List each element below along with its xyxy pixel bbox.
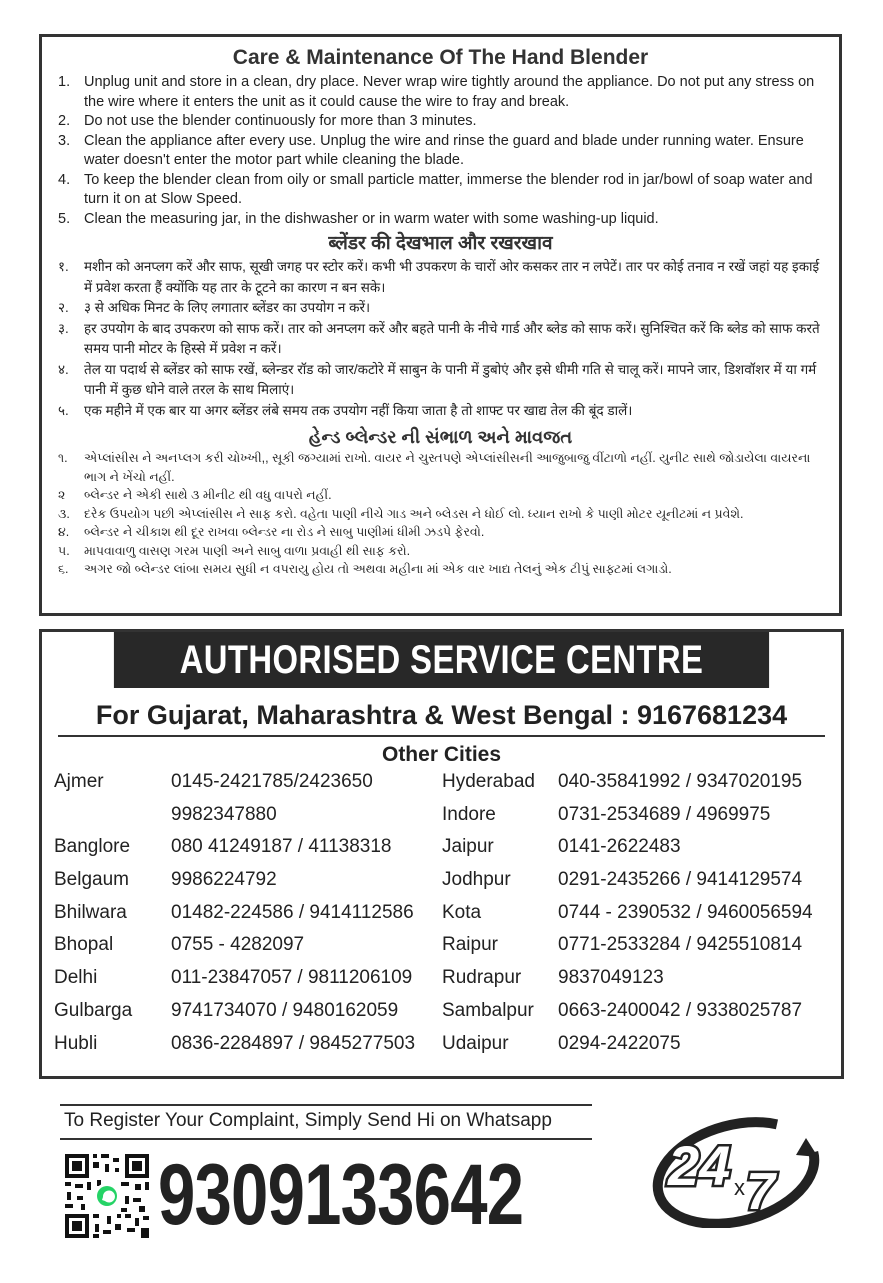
item-text: Clean the measuring jar, in the dishwasher or in warm water with some washing-up liquid.: [84, 210, 659, 227]
city-row: [54, 771, 444, 804]
other-cities-heading: Other Cities: [381, 743, 502, 766]
phone-number[interactable]: 0663-2400042 / 9338025787: [558, 999, 803, 1021]
city-directory: [42, 771, 841, 1071]
city-row: [442, 804, 842, 837]
city-column-left: [54, 771, 444, 1065]
city-row: [54, 902, 444, 935]
city-name: Rudrapur: [442, 967, 522, 989]
phone-number[interactable]: 9741734070 / 9480162059: [171, 999, 399, 1021]
item-number: ૬.: [58, 562, 69, 576]
list-item: [56, 319, 825, 360]
list-item: [56, 486, 825, 505]
badge-x-text: x: [734, 1175, 745, 1200]
item-text: To keep the blender clean from oily or small particle matter, immerse the blender rod in jar/bowl of soap water and turn it on at Slow Speed.: [84, 171, 813, 207]
item-number: ૧.: [58, 451, 68, 465]
city-row: [442, 967, 842, 1000]
service-centre-box: [39, 629, 844, 1079]
item-number: ૫.: [58, 543, 70, 558]
list-item: [56, 449, 825, 486]
item-text: બ્લેન્ડર ને એકી સાથે ૩ મીનીટ થી વધુ વાપરો નહીં.: [84, 488, 332, 502]
item-text: Do not use the blender continuously for more than 3 minutes.: [84, 113, 477, 129]
city-name: Jaipur: [442, 836, 494, 858]
city-column-right: [442, 771, 842, 1065]
service-centre-banner: AUTHORISED SERVICE CENTRE: [114, 632, 769, 688]
phone-number[interactable]: 0145-2421785/2423650: [171, 771, 373, 792]
city-name: Hyderabad: [442, 771, 535, 792]
city-row: [54, 836, 444, 869]
item-number: 4.: [58, 171, 71, 188]
city-name: Bhopal: [54, 934, 114, 956]
city-row: [442, 836, 842, 869]
phone-number[interactable]: 9986224792: [171, 869, 277, 891]
list-item: [56, 542, 825, 561]
care-list-gujarati: [56, 449, 825, 579]
city-name: Gulbarga: [54, 999, 133, 1021]
care-title-gujarati: હેન્ડ બ્લેન્ડર ની સંભાળ અને માવજત: [308, 427, 573, 447]
city-row: [442, 1000, 842, 1033]
item-text: અગર જો બ્લેન્ડર લાંબા સમય સુધી ન વપરાયુ હોય તો અથવા મહીના માં એક વાર ખાદ્ય તેલનું એક ટીપું સાફ્ટમાં લગાડો.: [84, 562, 672, 576]
item-text: બ્લેન્ડર ને ચીકાશ થી દૂર રાખવા બ્લેન્ડર ના રોડ ને સાબુ પાણીમાં ધીમી ઝડપે ફેરવો.: [84, 525, 485, 539]
item-text: तेल या पदार्थ से ब्लेंडर को साफ रखें, ब्लेन्डर रॉड को जार/कटोरे में साबुन के पानी में डुबोएं और इसे धीमी गति से चालू करें। मापने जार, डिशवॉशर में या गर्म पानी में कुछ धोने वाले तरल के साथ मिलाएं।: [84, 361, 817, 397]
city-row: [54, 1000, 444, 1033]
item-number: ५.: [58, 402, 69, 418]
city-name: Belgaum: [54, 869, 129, 891]
item-text: ३ से अधिक मिनट के लिए लगातार ब्लेंडर का उपयोग न करें।: [84, 300, 371, 315]
city-name: Banglore: [54, 836, 131, 858]
24x7-badge-icon: [646, 1113, 821, 1228]
list-item: [56, 73, 825, 112]
city-name: Hubli: [54, 1032, 98, 1054]
phone-number[interactable]: 011-23847057 / 9811206109: [171, 967, 413, 989]
phone-number[interactable]: 0744 - 2390532 / 9460056594: [558, 901, 813, 923]
item-text: એપ્લાંસીસ ને અનપ્લગ કરી ચોખ્ખી,, સૂકી જગ્યામાં રાખો. વાયર ને ચુસ્તપણે એપ્લાંસીસની આજુબાજુ વીંટાળો નહીં. યુનીટ સાથે જોડાયેલા વાયરના ભાગ ને ખેંચો નહીં.: [84, 451, 811, 484]
item-number: 3.: [58, 132, 71, 149]
item-text: Unplug unit and store in a clean, dry place. Never wrap wire tightly around the appliance. Do not put any stress on the wire where it enters the unit as it could cause the wire to fray and break.: [84, 74, 815, 110]
city-row: [54, 934, 444, 967]
care-title-hindi: ब्लेंडर की देखभाल और रखरखाव: [328, 233, 553, 254]
city-name: Indore: [442, 803, 496, 825]
phone-number[interactable]: 9837049123: [558, 967, 664, 989]
care-list-english: [56, 73, 825, 229]
item-number: 5.: [58, 210, 71, 227]
phone-number[interactable]: 080 41249187 / 41138318: [171, 836, 392, 858]
phone-number[interactable]: 0836-2284897 / 9845277503: [171, 1032, 416, 1054]
city-row: [54, 869, 444, 902]
city-row: [442, 1033, 842, 1066]
item-text: हर उपयोग के बाद उपकरण को साफ करें। तार को अनप्लग करें और बहते पानी के नीचे गार्ड और ब्लेड को साफ करें। सुनिश्चित करें कि ब्लेड को साफ करते समय पानी मोटर के हिस्से में प्रवेश न करें।: [84, 320, 820, 356]
list-item: [56, 298, 825, 319]
city-name: Kota: [442, 901, 482, 923]
city-name: Ajmer: [54, 771, 104, 792]
item-number: १.: [58, 259, 69, 274]
item-number: 1.: [58, 74, 71, 90]
item-text: एक महीने में एक बार या अगर ब्लेंडर लंबे समय तक उपयोग नहीं किया जाता है तो शाफ्ट पर खाद्य तेल की बूंद डालें।: [84, 402, 633, 418]
badge-24-text: 24: [668, 1134, 731, 1197]
list-item: [56, 132, 825, 171]
phone-number[interactable]: 040-35841992 / 9347020195: [558, 771, 803, 792]
city-row: [54, 804, 444, 837]
list-item: [56, 210, 825, 230]
city-row: [54, 1033, 444, 1066]
phone-number[interactable]: 0771-2533284 / 9425510814: [558, 934, 803, 956]
item-number: 2.: [58, 113, 71, 129]
list-item: [56, 401, 825, 422]
whatsapp-number[interactable]: 9309133642: [158, 1147, 524, 1243]
item-number: ४.: [58, 361, 69, 377]
list-item: [56, 257, 825, 298]
list-item: [56, 560, 825, 579]
phone-number[interactable]: 0755 - 4282097: [171, 934, 305, 956]
city-name: Udaipur: [442, 1032, 509, 1054]
list-item: [56, 171, 825, 210]
item-number: ३.: [58, 320, 69, 336]
city-row: [442, 869, 842, 902]
phone-number[interactable]: 0291-2435266 / 9414129574: [558, 869, 803, 891]
city-name: Raipur: [442, 934, 498, 956]
item-text: માપવાવાળુ વાસણ ગરમ પાણી અને સાબુ વાળા પ્રવાહી થી સાફ કરો.: [84, 543, 411, 558]
city-row: [442, 902, 842, 935]
city-name: Delhi: [54, 967, 98, 989]
register-complaint-text: To Register Your Complaint, Simply Send Hi on Whatsapp: [60, 1104, 592, 1140]
badge-7-text: 7: [746, 1163, 775, 1221]
care-list-hindi: [56, 257, 825, 421]
item-text: मशीन को अनप्लग करें और साफ, सूखी जगह पर स्टोर करें। कभी भी उपकरण के चारों ओर कसकर तार न लपेटें। तार पर कोई तनाव न रखें जहां यह इकाई में प्रवेश करता हैं क्योंकि यह तार के टूटने का कारण न बन सके।: [84, 259, 820, 295]
care-title-english: Care & Maintenance Of The Hand Blender: [232, 46, 649, 69]
item-number: २.: [58, 300, 69, 315]
city-name: Jodhpur: [442, 869, 511, 891]
care-instructions-box: [39, 34, 842, 616]
city-name: Sambalpur: [442, 999, 534, 1021]
list-item: [56, 523, 825, 542]
list-item: [56, 112, 825, 132]
phone-number[interactable]: 0141-2622483: [558, 836, 681, 858]
item-text: Clean the appliance after every use. Unplug the wire and rinse the guard and blade under running water. Ensure water doesn't enter the motor part while cleaning the blade.: [84, 132, 804, 168]
item-number: ૨: [58, 488, 66, 502]
city-name: Bhilwara: [54, 901, 127, 923]
city-row: [442, 771, 842, 804]
phone-number[interactable]: 9982347880: [171, 803, 277, 825]
item-number: ૪.: [58, 525, 70, 539]
city-row: [54, 967, 444, 1000]
phone-number[interactable]: 01482-224586 / 9414112586: [171, 901, 414, 923]
item-number: ૩.: [58, 506, 70, 521]
list-item: [56, 360, 825, 401]
phone-number[interactable]: 0294-2422075: [558, 1032, 681, 1054]
qr-code-icon[interactable]: [63, 1152, 151, 1240]
city-row: [442, 934, 842, 967]
item-text: દરેક ઉપયોગ પછી એપ્લાંસીસ ને સાફ કરો. વહેતા પાણી નીચે ગાડ અને બ્લેડસ ને ધોઈ લો. ધ્યાન રાખો કે પાણી મોટર યૂનીટમાં ન પ્રવેશે.: [84, 506, 744, 521]
primary-service-line: For Gujarat, Maharashtra & West Bengal : 9167681234: [58, 700, 825, 737]
list-item: [56, 505, 825, 524]
phone-number[interactable]: 0731-2534689 / 4969975: [558, 803, 771, 825]
